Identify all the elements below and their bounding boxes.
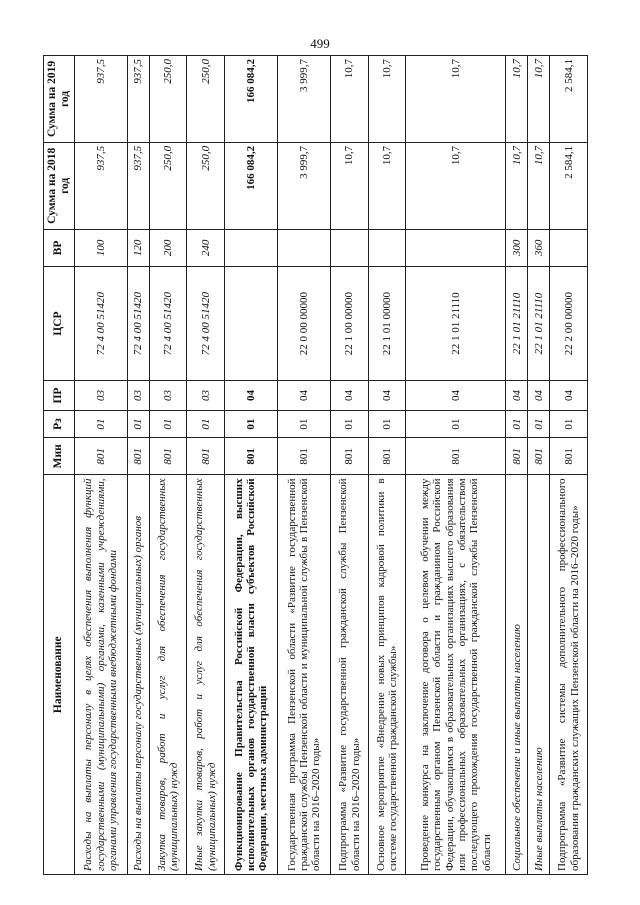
cell-rz: 01	[225, 410, 278, 437]
cell-rz: 01	[550, 410, 588, 437]
cell-name: Социальное обеспечение и иные выплаты населению	[506, 475, 528, 875]
cell-csr: 22 1 01 21110	[406, 266, 506, 380]
cell-sum-2019: 10,7	[406, 56, 506, 143]
cell-name: Подпрограмма «Развитие государственной гражданской службы Пензенской области на 2016–2020 годы»	[331, 475, 369, 875]
cell-name: Функционирование Правительства Российской Федерации, высших исполнительных органов государственной власти субъектов Российской Федерации, местных администраций	[225, 475, 278, 875]
cell-sum-2019: 2 584,1	[550, 56, 588, 143]
cell-vr: 240	[187, 229, 225, 266]
cell-sum-2018: 166 084,2	[225, 142, 278, 229]
header-csr: ЦСР	[44, 266, 75, 380]
cell-sum-2018: 10,7	[331, 142, 369, 229]
header-sum-2019: Сумма на 2019 год	[44, 56, 75, 143]
cell-vr: 200	[149, 229, 187, 266]
cell-vr	[550, 229, 588, 266]
cell-rz: 01	[331, 410, 369, 437]
cell-name: Проведение конкурса на заключение договора о целевом обучении между государственным органом Пензенской области и гражданином Российской Федерации, обучающимся в образовательных организациях высшего образования или профессиональных образовательных организациях, с обязательством последующего прохождения государственной гражданской службы Пензенской области	[406, 475, 506, 875]
cell-sum-2018: 3 999,7	[278, 142, 331, 229]
cell-vr	[368, 229, 406, 266]
header-pr: ПР	[44, 381, 75, 411]
cell-name: Расходы на выплаты персоналу в целях обеспечения выполнения функций государственными (муниципальными) органами, казенными учреждениями, органами управления государственными внебюджетными фондами	[74, 475, 127, 875]
cell-name: Закупка товаров, работ и услуг для обеспечения государственных (муниципальных) нужд	[149, 475, 187, 875]
cell-min: 801	[187, 438, 225, 475]
table-row	[225, 56, 278, 875]
cell-rz: 01	[187, 410, 225, 437]
cell-sum-2018: 250,0	[149, 142, 187, 229]
cell-rz: 01	[127, 410, 149, 437]
cell-name: Подпрограмма «Развитие системы дополнительного профессионального образования гражданских служащих Пензенской области на 2016–2020 годы»	[550, 475, 588, 875]
cell-csr	[225, 266, 278, 380]
cell-rz: 01	[506, 410, 528, 437]
table-row	[528, 56, 550, 875]
cell-vr: 120	[127, 229, 149, 266]
cell-pr: 04	[528, 381, 550, 411]
cell-csr: 22 1 01 21110	[528, 266, 550, 380]
cell-csr: 22 2 00 00000	[550, 266, 588, 380]
cell-sum-2019: 3 999,7	[278, 56, 331, 143]
cell-sum-2018: 250,0	[187, 142, 225, 229]
table-row	[331, 56, 369, 875]
cell-rz: 01	[278, 410, 331, 437]
header-min: Мин	[44, 438, 75, 475]
cell-csr: 22 0 00 00000	[278, 266, 331, 380]
cell-pr: 03	[149, 381, 187, 411]
cell-name: Государственная программа Пензенской области «Развитие государственной гражданской службы Пензенской области и муниципальной службы в Пензенской области на 2016–2020 годы»	[278, 475, 331, 875]
header-sum-2018: Сумма на 2018 год	[44, 142, 75, 229]
cell-rz: 01	[368, 410, 406, 437]
cell-min: 801	[550, 438, 588, 475]
cell-csr: 22 1 01 00000	[368, 266, 406, 380]
cell-min: 801	[74, 438, 127, 475]
table-row	[550, 56, 588, 875]
cell-pr: 04	[368, 381, 406, 411]
cell-min: 801	[368, 438, 406, 475]
table-row	[149, 56, 187, 875]
table-row	[127, 56, 149, 875]
cell-sum-2019: 250,0	[149, 56, 187, 143]
cell-pr: 03	[74, 381, 127, 411]
budget-table	[43, 55, 588, 875]
cell-csr: 72 4 00 51420	[149, 266, 187, 380]
cell-rz: 01	[74, 410, 127, 437]
table-row	[187, 56, 225, 875]
cell-name: Иные выплаты населению	[528, 475, 550, 875]
table-row	[406, 56, 506, 875]
cell-min: 801	[149, 438, 187, 475]
page-number: 499	[310, 36, 330, 51]
cell-min: 801	[331, 438, 369, 475]
cell-sum-2019: 10,7	[331, 56, 369, 143]
cell-sum-2019: 10,7	[368, 56, 406, 143]
cell-csr: 22 1 01 21110	[506, 266, 528, 380]
cell-rz: 01	[406, 410, 506, 437]
table-row	[506, 56, 528, 875]
cell-sum-2018: 10,7	[528, 142, 550, 229]
cell-vr	[278, 229, 331, 266]
cell-csr: 72 4 00 51420	[187, 266, 225, 380]
table-row	[74, 56, 127, 875]
cell-min: 801	[506, 438, 528, 475]
cell-min: 801	[278, 438, 331, 475]
cell-name: Расходы на выплаты персоналу государственных (муниципальных) органов	[127, 475, 149, 875]
cell-sum-2018: 10,7	[406, 142, 506, 229]
cell-pr: 03	[187, 381, 225, 411]
cell-name: Иные закупки товаров, работ и услуг для обеспечения государственных (муниципальных) нужд	[187, 475, 225, 875]
header-rz: Рз	[44, 410, 75, 437]
table-row	[368, 56, 406, 875]
cell-sum-2018: 10,7	[368, 142, 406, 229]
table-row	[278, 56, 331, 875]
rotated-table-wrapper	[43, 55, 588, 875]
cell-csr: 72 4 00 51420	[127, 266, 149, 380]
cell-sum-2019: 937,5	[74, 56, 127, 143]
header-vr: ВР	[44, 229, 75, 266]
cell-sum-2019: 937,5	[127, 56, 149, 143]
cell-vr: 300	[506, 229, 528, 266]
cell-sum-2018: 2 584,1	[550, 142, 588, 229]
cell-sum-2019: 250,0	[187, 56, 225, 143]
cell-pr: 04	[225, 381, 278, 411]
cell-min: 801	[528, 438, 550, 475]
cell-csr: 72 4 00 51420	[74, 266, 127, 380]
cell-sum-2019: 10,7	[506, 56, 528, 143]
cell-pr: 04	[331, 381, 369, 411]
cell-name: Основное мероприятие «Внедрение новых принципов кадровой политики в системе государственной гражданской службы»	[368, 475, 406, 875]
cell-rz: 01	[528, 410, 550, 437]
cell-vr: 100	[74, 229, 127, 266]
cell-csr: 22 1 00 00000	[331, 266, 369, 380]
cell-pr: 04	[506, 381, 528, 411]
cell-sum-2018: 937,5	[74, 142, 127, 229]
cell-vr	[225, 229, 278, 266]
cell-vr: 360	[528, 229, 550, 266]
cell-pr: 04	[278, 381, 331, 411]
cell-sum-2018: 937,5	[127, 142, 149, 229]
cell-pr: 04	[550, 381, 588, 411]
header-name: Наименование	[44, 475, 75, 875]
cell-min: 801	[127, 438, 149, 475]
table-header-row	[44, 56, 75, 875]
cell-vr	[331, 229, 369, 266]
cell-pr: 03	[127, 381, 149, 411]
cell-sum-2019: 166 084,2	[225, 56, 278, 143]
cell-pr: 04	[406, 381, 506, 411]
cell-vr	[406, 229, 506, 266]
cell-sum-2019: 10,7	[528, 56, 550, 143]
cell-min: 801	[406, 438, 506, 475]
cell-sum-2018: 10,7	[506, 142, 528, 229]
cell-rz: 01	[149, 410, 187, 437]
cell-min: 801	[225, 438, 278, 475]
